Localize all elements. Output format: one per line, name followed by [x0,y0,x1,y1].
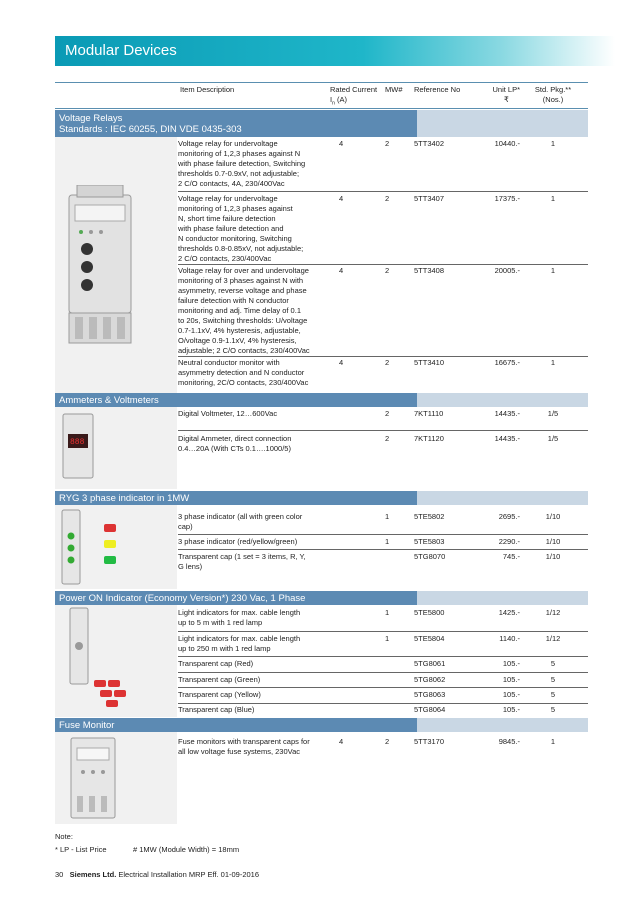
std-pkg: 5 [550,659,556,668]
std-pkg: 1/12 [545,608,561,617]
page-number: 30 [55,870,64,879]
std-pkg: 1/10 [545,537,561,546]
section-title: Ammeters & Voltmeters [59,395,159,406]
row-divider [178,631,588,632]
unit-price: 105.- [502,690,520,699]
module-width: 2 [385,737,390,746]
rated-unit-line [330,95,377,109]
unit-price: 17375.- [494,194,520,203]
reference-no: 5TG8061 [414,659,446,668]
power-on-indicator-image [60,606,140,716]
note-module-width: # 1MW (Module Width) = 18mm [133,845,240,854]
reference-no: 7KT1110 [414,409,444,418]
module-width: 2 [385,434,390,443]
unit-price: 2695.- [498,512,520,521]
item-description: Voltage relay for undervoltage monitoring of 1,2,3 phases against N, short time failure detection with phase failure detection and N conductor monitoring, Switching thresholds 0.8-0.85xV, not adjustable; 2 C/O contacts, 230/400Vac [178,194,304,263]
reference-no: 5TG8064 [414,705,446,714]
module-width: 2 [385,409,390,418]
rated-label: Rated Current [330,85,378,94]
item-description: Light indicators for max. cable length up to 250 m with 1 red lamp [178,634,301,653]
unit-price: 10440.- [494,139,520,148]
col-header-description: Item Description [180,85,235,94]
item-description: Neutral conductor monitor with asymmetry detection and N conductor monitoring, 2C/O contacts, 230/400Vac [178,358,309,387]
digital-meter-image [60,408,100,484]
std-pkg: 1 [550,737,556,746]
row-divider [178,672,588,673]
row-divider [178,549,588,550]
rated-current: 4 [339,737,344,746]
unit-price: 14435.- [494,409,520,418]
unit-price: 105.- [502,705,520,714]
row-divider [178,356,588,357]
col-header-price [478,85,520,105]
row-divider [178,534,588,535]
reference-no: 5TE5804 [414,634,445,643]
std-pkg: 1/10 [545,512,561,521]
module-width: 2 [385,266,390,275]
item-description: 3 phase indicator (red/yellow/green) [178,537,298,546]
item-description: Transparent cap (Blue) [178,705,255,714]
voltage-relay-image [65,185,137,350]
rated-sub: n [332,100,335,107]
header-top-rule [55,82,588,83]
section-subtitle: Standards : IEC 60255, DIN VDE 0435-303 [59,124,242,135]
page-title: Modular Devices [65,42,177,59]
note-label: Note: [55,832,73,841]
item-description: Transparent cap (1 set = 3 items, R, Y, G lens) [178,552,306,571]
note-list-price: * LP - List Price [55,845,107,854]
unit-price: 20005.- [494,266,520,275]
footer-text: Electrical Installation MRP Eff. 01-09-2016 [118,870,260,879]
reference-no: 5TG8063 [414,690,446,699]
row-divider [178,687,588,688]
std-pkg: 1 [550,358,556,367]
rated-current: 4 [339,358,344,367]
header-bottom-rule [55,108,588,109]
row-divider [178,656,588,657]
std-pkg: 1/5 [547,409,559,418]
row-divider [178,430,588,431]
pkg-sub-label: (Nos.) [542,95,564,104]
reference-no: 5TE5803 [414,537,445,546]
row-divider [178,191,588,192]
reference-no: 5TT3410 [414,358,445,367]
price-currency: ₹ [504,95,509,104]
row-divider [178,264,588,265]
section-title: RYG 3 phase indicator in 1MW [59,493,190,504]
pkg-label: Std. Pkg.** [534,85,572,94]
ryg-indicator-image [60,508,130,588]
std-pkg: 1/10 [545,552,561,561]
rated-current: 4 [339,266,344,275]
reference-no: 5TT3407 [414,194,445,203]
module-width: 1 [385,634,390,643]
section-power-on-indicator [55,591,588,605]
unit-price: 16675.- [494,358,520,367]
module-width: 2 [385,139,390,148]
section-title: Voltage Relays [59,113,123,124]
rated-tail: (A) [334,95,347,104]
std-pkg: 1/12 [545,634,561,643]
page-footer [55,870,259,879]
reference-no: 5TT3170 [414,737,445,746]
section-voltage-relays [55,110,588,137]
item-description: Light indicators for max. cable length up to 5 m with 1 red lamp [178,608,301,627]
unit-price: 14435.- [494,434,520,443]
reference-no: 7KT1120 [414,434,444,443]
reference-no: 5TG8070 [414,552,446,561]
reference-no: 5TT3402 [414,139,445,148]
svg-text:888: 888 [70,438,85,447]
std-pkg: 1 [550,266,556,275]
col-header-rated-current [330,85,377,109]
std-pkg: 5 [550,705,556,714]
section-ammeters-voltmeters [55,393,588,407]
section-ryg-indicator [55,491,588,505]
item-description: Voltage relay for over and undervoltage monitoring of 3 phases against N with asymmetry, reverse voltage and phase failure detection with N conductor monitoring and adj. Time delay of 0.1 to 20s, Switching thresholds: U/voltage 0.7-1.1xV, 4% hysteresis, adjustable, O/voltage 0.9-1.1xV, 4% hysteresis, adjustable; 2 C/O contacts, 230/400Vac [178,266,310,355]
title-banner [55,36,615,66]
item-description: Voltage relay for undervoltage monitoring of 1,2,3 phases against N with phase failure detection, Switching thresholds 0.7-0.9xV, not adjustable; 2 C/O contacts, 4A, 230/400Vac [178,139,306,188]
unit-price: 745.- [502,552,520,561]
footer-company: Siemens Ltd. [69,870,117,879]
section-fuse-monitor [55,718,588,732]
item-description: Transparent cap (Red) [178,659,254,668]
rated-current: 4 [339,194,344,203]
col-header-std-pkg [525,85,581,105]
section-title: Fuse Monitor [59,720,115,731]
module-width: 1 [385,512,390,521]
reference-no: 5TE5800 [414,608,445,617]
unit-price: 105.- [502,675,520,684]
module-width: 1 [385,537,390,546]
row-divider [178,703,588,704]
std-pkg: 5 [550,690,556,699]
col-header-mw: MW# [385,85,403,94]
unit-price: 1140.- [499,634,520,643]
item-description: 3 phase indicator (all with green color cap) [178,512,303,531]
reference-no: 5TG8062 [414,675,446,684]
std-pkg: 1 [550,194,556,203]
std-pkg: 5 [550,675,556,684]
item-description: Transparent cap (Yellow) [178,690,261,699]
module-width: 2 [385,358,390,367]
std-pkg: 1/5 [547,434,559,443]
unit-price: 105.- [502,659,520,668]
reference-no: 5TT3408 [414,266,445,275]
rated-current: 4 [339,139,344,148]
section-title: Power ON Indicator (Economy Version*) 230 Vac, 1 Phase [59,593,306,604]
col-header-reference: Reference No [414,85,461,94]
std-pkg: 1 [550,139,556,148]
module-width: 1 [385,608,390,617]
rated-unit: I [330,95,333,104]
unit-price: 1425.- [498,608,520,617]
fuse-monitor-image [65,736,125,820]
unit-price: 9845.- [498,737,520,746]
module-width: 2 [385,194,390,203]
reference-no: 5TE5802 [414,512,445,521]
item-description: Fuse monitors with transparent caps for all low voltage fuse systems, 230Vac [178,737,310,756]
item-description: Transparent cap (Green) [178,675,261,684]
price-label: Unit LP* [492,85,520,94]
item-description: Digital Voltmeter, 12…600Vac [178,409,278,418]
unit-price: 2290.- [498,537,520,546]
item-description: Digital Ammeter, direct connection 0.4…20A (With CTs 0.1….1000/5) [178,434,292,453]
